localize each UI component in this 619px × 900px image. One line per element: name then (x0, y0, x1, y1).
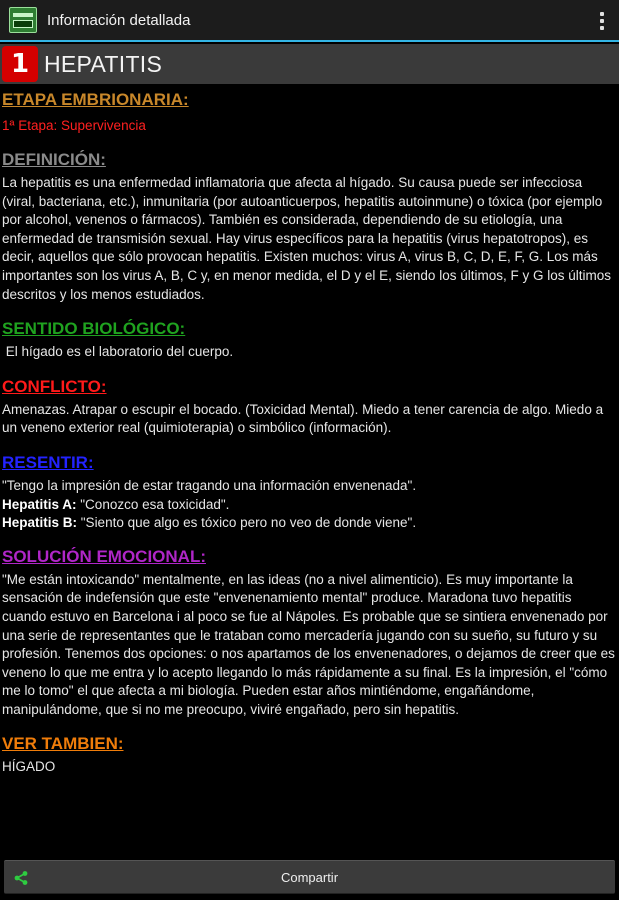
conflicto-text: Amenazas. Atrapar o escupir el bocado. (Toxicidad Mental). Miedo a tener carencia de algo. Miedo a un veneno exterior real (quimioterapia) o simbólico (información). (2, 401, 604, 436)
share-label: Compartir (280, 869, 339, 885)
hepatitis-b-text: "Siento que algo es tóxico pero no veo de donde viene". (77, 515, 417, 531)
hepatitis-a-label: Hepatitis A: (2, 496, 77, 512)
resentir-title: RESENTIR: (2, 452, 94, 472)
solucion-title: SOLUCIÓN EMOCIONAL: (2, 546, 206, 566)
entry-title: HEPATITIS (44, 50, 163, 77)
hepatitis-a-text: "Conozco esa toxicidad". (76, 496, 230, 512)
etapa-value: 1ª Etapa: Supervivencia (2, 118, 146, 133)
etapa-title: ETAPA EMBRIONARIA: (2, 90, 189, 109)
definicion-text: La hepatitis es una enfermedad inflamatoria que afecta al hígado. Su causa puede ser infecciosa (viral, bacteriana, etc.), inmunitaria (por autoanticuerpos, hepatitis autoinmune) o tóxica (por ejemplo por alcohol, venenos o fármacos). También es considerada, dependiendo de su etiología, una enfermedad de transmisión sexual. Hay virus específicos para la hepatitis (virus hepatotropos), es decir, aquellos que sólo provocan hepatitis. Existen muchos: virus A, virus B, C, D, E, F, G. Los más importantes son los virus A, B, C y, en menor medida, el D y el E, siendo los últimos, F y G los últimos descritos y los menos estudiados. (2, 175, 611, 302)
resentir-hepatitis-b (2, 514, 617, 533)
app-title: Información detallada (47, 11, 191, 29)
resentir-line: "Tengo la impresión de estar tragando una información envenenada". (2, 477, 417, 493)
app-logo-icon[interactable] (9, 7, 37, 33)
ver-tambien-link[interactable]: HÍGADO (2, 759, 56, 775)
entry-header (0, 44, 619, 84)
definicion-title: DEFINICIÓN: (2, 150, 106, 169)
action-bar (0, 0, 619, 42)
sentido-text: El hígado es el laboratorio del cuerpo. (2, 344, 234, 360)
sentido-title: SENTIDO BIOLÓGICO: (2, 319, 186, 339)
hepatitis-b-label: Hepatitis B: (2, 515, 78, 531)
entry-number-badge: 1 (2, 46, 38, 82)
bottom-bar (0, 856, 619, 900)
resentir-text (2, 477, 617, 533)
detail-content[interactable] (0, 84, 619, 856)
overflow-menu-icon[interactable] (599, 12, 605, 30)
share-button[interactable] (4, 860, 615, 894)
share-icon (14, 871, 28, 885)
solucion-text: "Me están intoxicando" mentalmente, en las ideas (no a nivel alimenticio). Es muy importante la sensación de indefensión que este "envenenamiento mental" produce. Maradona tuvo hepatitis cuando estuvo en Barcelona i al poco se fue al Nápoles. Es probable que se sintiera envenenado por una serie de representantes que le trataban como mercadería jugando con su sueño, su futuro y su profesión. Tenemos dos opciones: o nos apartamos de los envenenadores, o dejamos de creer que es veneno lo que me entra y lo acepto llegando lo más rápidamente a su final. Es la impresión, el "cómo me lo tomo" el que afecta a mi biología. Pueden estar años mintiéndome, engañándome, manipulándome, que si no me preocupo, viviré engañado, pero sin hepatitis. (2, 571, 615, 717)
ver-tambien-title: VER TAMBIEN: (2, 734, 124, 754)
conflicto-title: CONFLICTO: (2, 376, 107, 396)
resentir-hepatitis-a (2, 496, 617, 515)
